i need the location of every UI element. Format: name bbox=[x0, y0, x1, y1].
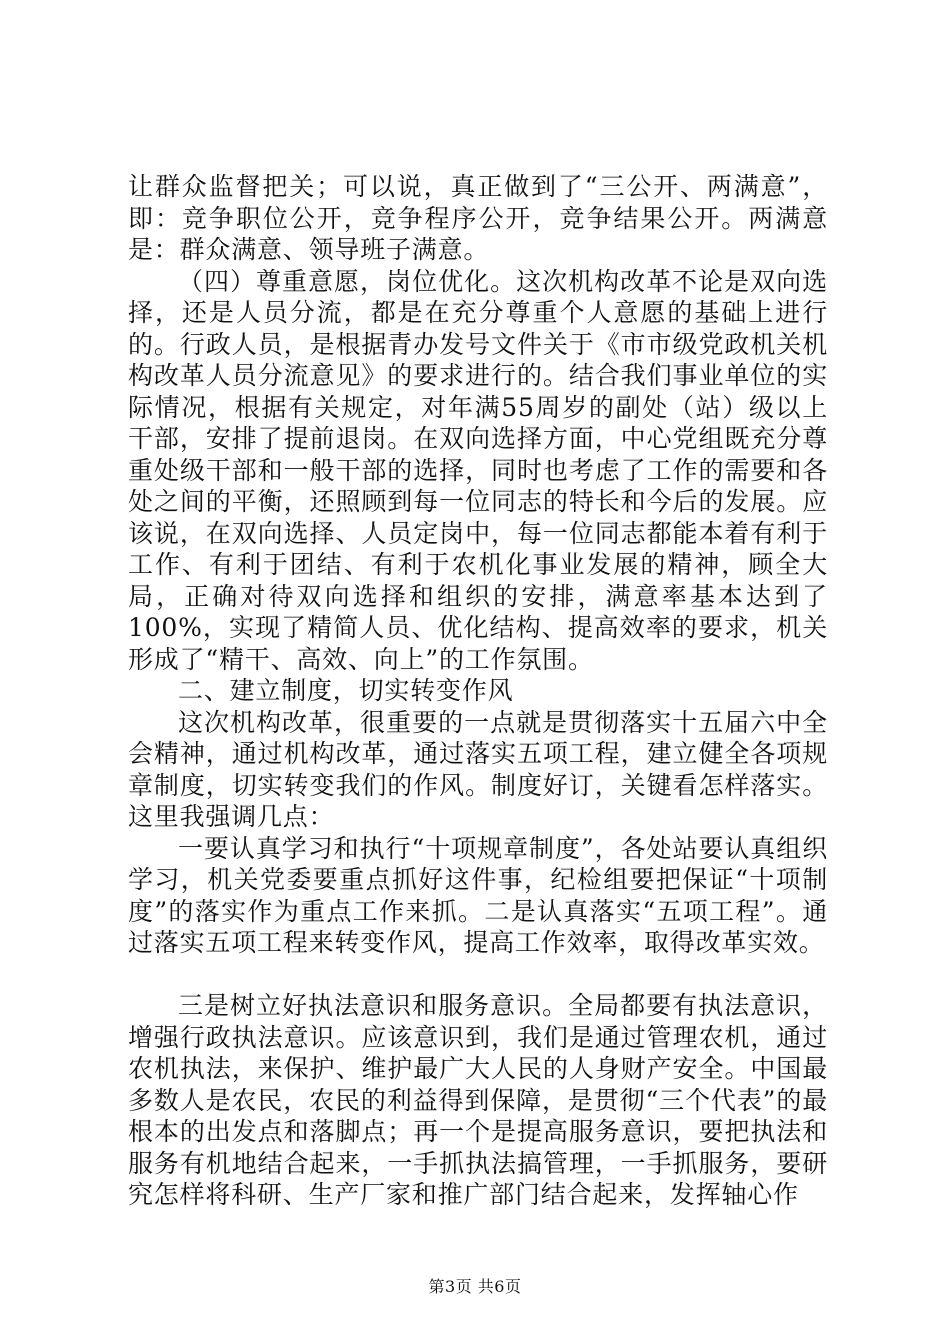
section-heading-two: 二、建立制度，切实转变作风 bbox=[178, 676, 514, 705]
blank-line bbox=[128, 959, 828, 991]
paragraph-reform-intro: 这次机构改革，很重要的一点就是贯彻落实十五届六中全会精神，通过机构改革，通过落实五项工程，建立健全各项规章制度，切实转变我们的作风。制度好订，关键看怎样落实。这里我强调几点： bbox=[128, 707, 828, 831]
paragraph-point-three: 三是树立好执法意识和服务意识。全局都要有执法意识，增强行政执法意识。应该意识到，我们是通过管理农机，通过农机执法，来保护、维护最广大人民的人身财产安全。中国最多数人是农民，农民的利益得到保障，是贯彻“三个代表”的最根本的出发点和落脚点；再一个是提高服务意识，要把执法和服务有机地结合起来，一手抓执法搞管理，一手抓服务，要研究怎样将科研、生产厂家和推广部门结合起来，发挥轴心作 bbox=[128, 991, 828, 1209]
paragraph-section-four: （四）尊重意愿，岗位优化。这次机构改革不论是双向选择，还是人员分流，都是在充分尊重个人意愿的基础上进行的。行政人员，是根据青办发号文件关于《市市级党政机关机构改革人员分流意见》的要求进行的。结合我们事业单位的实际情况，根据有关规定，对年满55周岁的副处（站）级以上干部，安排了提前退岗。在双向选择方面，中心党组既充分尊重处级干部和一般干部的选择，同时也考虑了工作的需要和各处之间的平衡，还照顾到每一位同志的特长和今后的发展。应该说，在双向选择、人员定岗中，每一位同志都能本着有利于工作、有利于团结、有利于农机化事业发展的精神，顾全大局，正确对待双向选择和组织的安排，满意率基本达到了100%，实现了精简人员、优化结构、提高效率的要求，机关形成了“精干、高效、向上”的工作氛围。 bbox=[128, 266, 828, 674]
document-body bbox=[128, 171, 828, 1211]
paragraph-point-one: 一要认真学习和执行“十项规章制度”，各处站要认真组织学习，机关党委要重点抓好这件事，纪检组要把保证“十项制度”的落实作为重点工作来抓。二是认真落实“五项工程”。通过落实五项工程来转变作风，提高工作效率，取得改革实效。 bbox=[128, 833, 828, 957]
paragraph-continuation: 让群众监督把关；可以说，真正做到了“三公开、两满意”，即：竞争职位公开，竞争程序公开，竞争结果公开。两满意是：群众满意、领导班子满意。 bbox=[128, 172, 828, 264]
page-number-footer: 第3页 共6页 bbox=[428, 1277, 522, 1296]
